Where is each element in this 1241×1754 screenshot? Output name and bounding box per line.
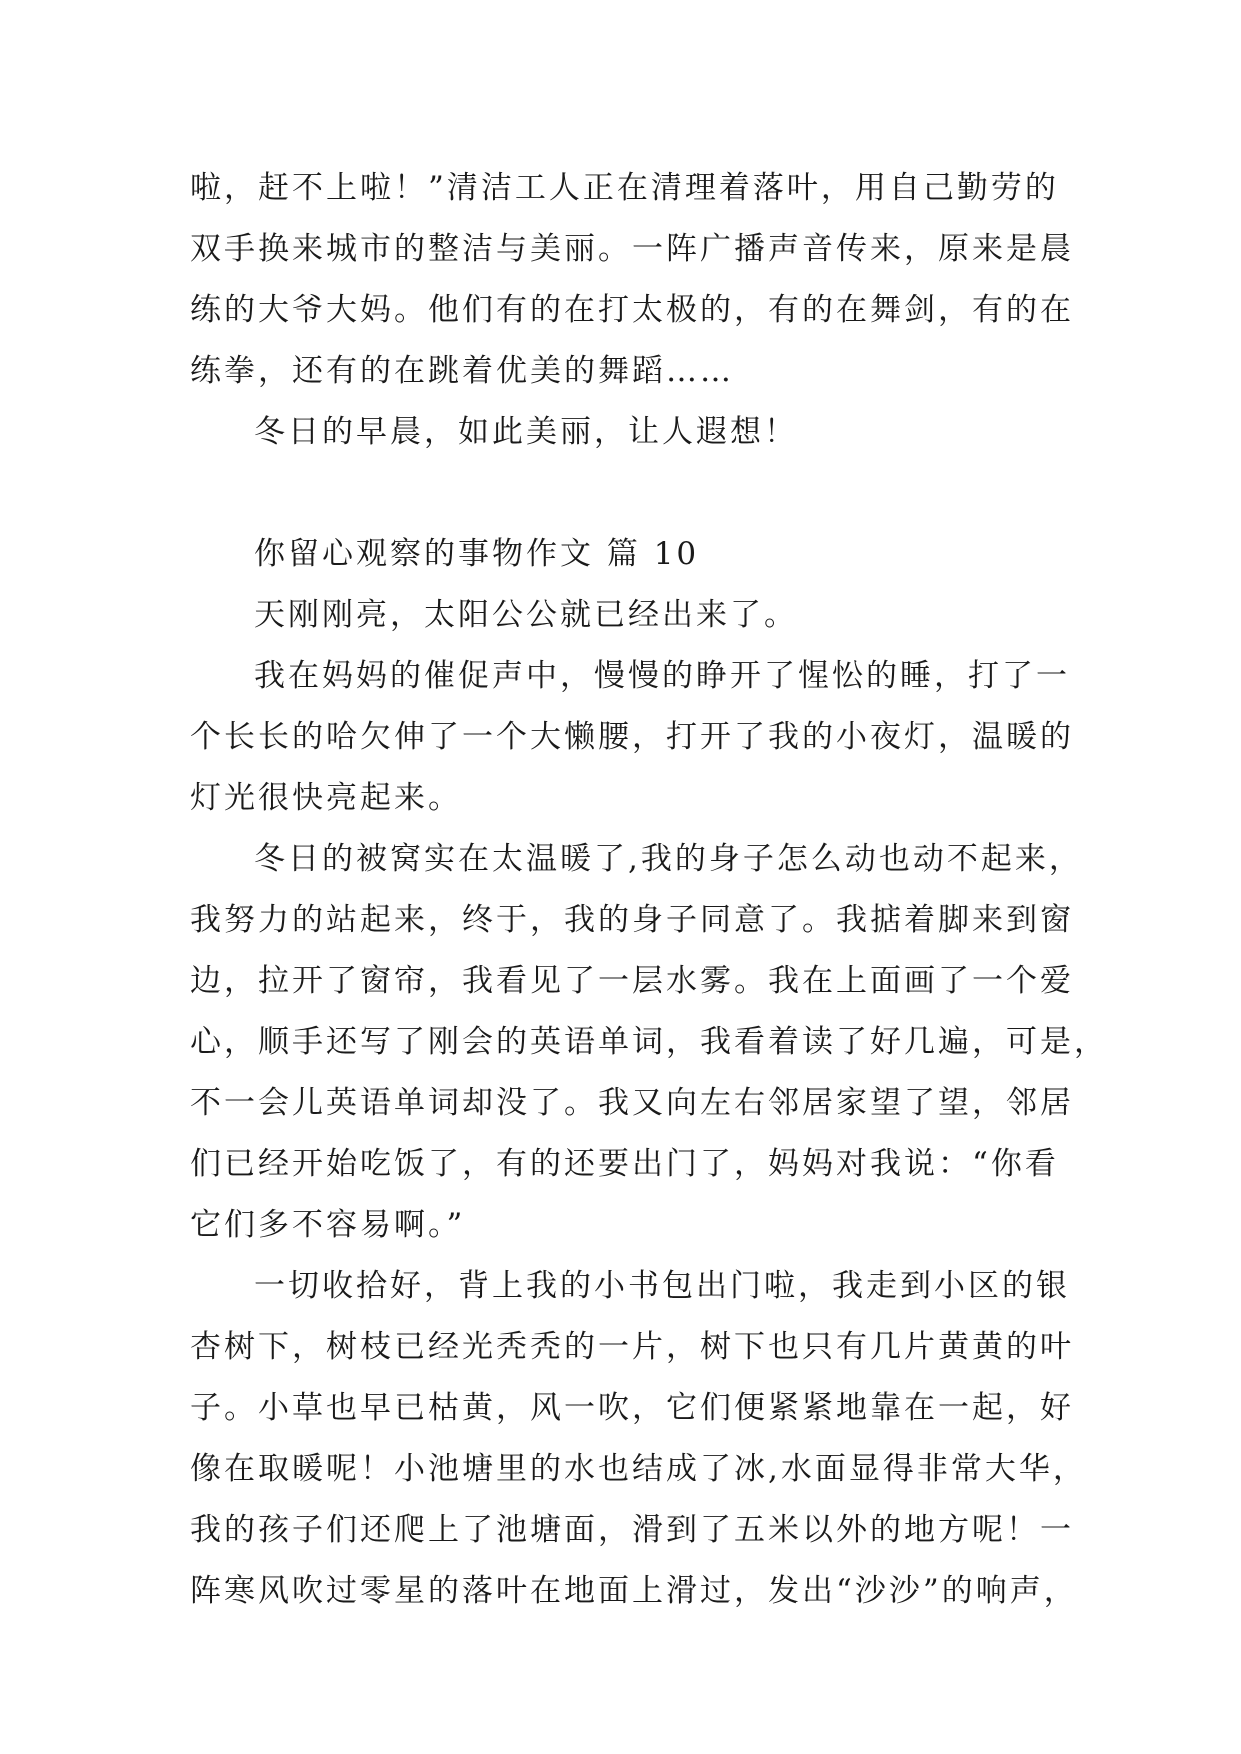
text-line: 冬日的被窝实在太温暖了,我的身子怎么动也动不起来，	[254, 841, 1083, 877]
text-line: 灯光很快亮起来。	[190, 780, 462, 816]
text-line: 像在取暖呢！小池塘里的水也结成了冰,水面显得非常大华，	[190, 1451, 1087, 1487]
text-line: 双手换来城市的整洁与美丽。一阵广播声音传来，原来是晨	[190, 231, 1074, 267]
text-line: 练的大爷大妈。他们有的在打太极的，有的在舞剑，有的在	[190, 292, 1074, 328]
text-line: 子。小草也早已枯黄，风一吹，它们便紧紧地靠在一起，好	[190, 1390, 1074, 1426]
text-line: 不一会儿英语单词却没了。我又向左右邻居家望了望，邻居	[190, 1085, 1074, 1121]
text-line: 我的孩子们还爬上了池塘面，滑到了五米以外的地方呢！一	[190, 1512, 1074, 1548]
text-line: 它们多不容易啊。”	[190, 1207, 466, 1243]
text-line: 个长长的哈欠伸了一个大懒腰，打开了我的小夜灯，温暖的	[190, 719, 1074, 755]
text-line: 我在妈妈的催促声中，慢慢的睁开了惺忪的睡，打了一	[254, 658, 1070, 694]
text-line: 们已经开始吃饭了，有的还要出门了，妈妈对我说：“你看	[190, 1146, 1059, 1182]
text-line: 冬日的早晨，如此美丽，让人遐想！	[254, 414, 798, 450]
text-line: 心，顺手还写了刚会的英语单词，我看着读了好几遍，可是，	[190, 1024, 1108, 1060]
text-line: 天刚刚亮，太阳公公就已经出来了。	[254, 597, 798, 633]
text-line: 我努力的站起来，终于，我的身子同意了。我掂着脚来到窗	[190, 902, 1074, 938]
text-line: 杏树下，树枝已经光秃秃的一片，树下也只有几片黄黄的叶	[190, 1329, 1074, 1365]
text-line: 练拳，还有的在跳着优美的舞蹈……	[190, 353, 734, 389]
text-line: 啦，赶不上啦！”清洁工人正在清理着落叶，用自己勤劳的	[190, 170, 1059, 206]
text-line: 阵寒风吹过零星的落叶在地面上滑过，发出“沙沙”的响声，	[190, 1573, 1078, 1609]
text-line: 边，拉开了窗帘，我看见了一层水雾。我在上面画了一个爱	[190, 963, 1074, 999]
text-line: 一切收拾好，背上我的小书包出门啦，我走到小区的银	[254, 1268, 1070, 1304]
article-body	[190, 158, 1108, 1622]
text-line: 你留心观察的事物作文 篇 10	[254, 536, 700, 572]
paragraph-gap	[190, 463, 1050, 524]
